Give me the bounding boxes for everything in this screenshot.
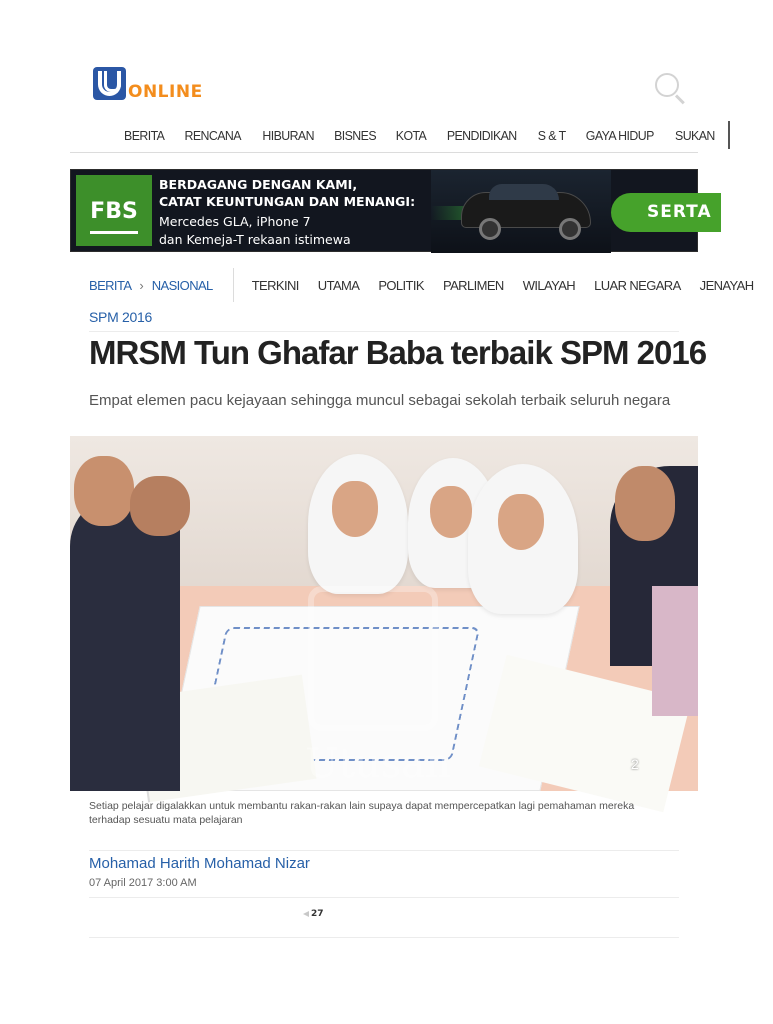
article-title: MRSM Tun Ghafar Baba terbaik SPM 2016 bbox=[89, 334, 707, 371]
ad-brand-text: FBS bbox=[90, 199, 138, 224]
tag-divider bbox=[89, 331, 679, 332]
ad-headline-2: CATAT KEUNTUNGAN DAN MENANGI: bbox=[159, 194, 416, 209]
nav-item-bisnes[interactable]: BISNES bbox=[334, 127, 377, 143]
article-tag[interactable]: SPM 2016 bbox=[89, 309, 152, 325]
logo-text: ONLINE bbox=[128, 82, 203, 102]
header-divider bbox=[70, 152, 698, 153]
nav-item-pendidikan[interactable]: PENDIDIKAN bbox=[447, 127, 517, 143]
watermark-logo-icon bbox=[308, 586, 438, 731]
share-count: 27 bbox=[311, 909, 324, 919]
subnav-luar-negara[interactable]: LUAR NEGARA bbox=[594, 277, 681, 293]
nav-item-sukan[interactable]: SUKAN bbox=[674, 127, 715, 143]
ad-cta-button[interactable] bbox=[611, 193, 721, 232]
subnav-wilayah[interactable]: WILAYAH bbox=[522, 277, 576, 293]
nav-divider bbox=[728, 121, 730, 149]
byline-divider-top bbox=[89, 850, 679, 851]
share-divider bbox=[89, 937, 679, 938]
byline-divider-bottom bbox=[89, 897, 679, 898]
share-icon bbox=[303, 911, 309, 917]
publish-date: 07 April 2017 3:00 AM bbox=[89, 877, 197, 889]
breadcrumb-nasional[interactable]: NASIONAL bbox=[151, 277, 213, 293]
article-subtitle: Empat elemen pacu kejayaan sehingga muncul sebagai sekolah terbaik seluruh negara bbox=[89, 392, 671, 409]
ad-prize-2: dan Kemeja-T rekaan istimewa bbox=[159, 232, 351, 247]
nav-item-hiburan[interactable]: HIBURAN bbox=[262, 127, 314, 143]
search-button[interactable] bbox=[651, 70, 687, 106]
nav-item-kota[interactable]: KOTA bbox=[395, 127, 427, 143]
nav-item-s-t[interactable]: S & T bbox=[537, 127, 566, 143]
section-nav bbox=[89, 273, 773, 297]
main-nav bbox=[114, 121, 730, 149]
ad-car-image bbox=[431, 170, 611, 253]
search-icon bbox=[655, 73, 679, 97]
nav-item-berita[interactable]: BERITA bbox=[124, 127, 165, 143]
chevron-right-icon: › bbox=[139, 277, 144, 293]
photo-watermark: Utusan bbox=[305, 741, 451, 787]
article-photo[interactable] bbox=[70, 436, 698, 791]
section-nav-divider bbox=[233, 268, 234, 302]
subnav-politik[interactable]: POLITIK bbox=[378, 277, 424, 293]
author-link[interactable]: Mohamad Harith Mohamad Nizar bbox=[89, 855, 310, 872]
photo-counter: 2 bbox=[631, 756, 639, 772]
subnav-utama[interactable]: UTAMA bbox=[317, 277, 360, 293]
ad-cta-label: SERTA bbox=[647, 202, 712, 222]
ad-prize-1: Mercedes GLA, iPhone 7 bbox=[159, 214, 311, 229]
ad-brand-logo bbox=[76, 175, 152, 246]
breadcrumb-berita[interactable]: BERITA bbox=[89, 277, 132, 293]
nav-item-rencana[interactable]: RENCANA bbox=[184, 127, 242, 143]
share-counter[interactable] bbox=[303, 909, 324, 919]
subnav-jenayah[interactable]: JENAYAH bbox=[699, 277, 754, 293]
nav-item-gaya-hidup[interactable]: GAYA HIDUP bbox=[585, 127, 654, 143]
ad-banner[interactable] bbox=[70, 169, 712, 252]
subnav-terkini[interactable]: TERKINI bbox=[251, 277, 299, 293]
photo-caption: Setiap pelajar digalakkan untuk membantu rakan-rakan lain supaya dapat mempercepatkan lagi pemahaman mereka terhadap sesuatu mata pelajaran bbox=[89, 800, 635, 826]
logo-badge-icon bbox=[93, 67, 126, 100]
site-logo[interactable] bbox=[93, 67, 213, 103]
subnav-parlimen[interactable]: PARLIMEN bbox=[442, 277, 504, 293]
ad-headline-1: BERDAGANG DENGAN KAMI, bbox=[159, 177, 358, 192]
